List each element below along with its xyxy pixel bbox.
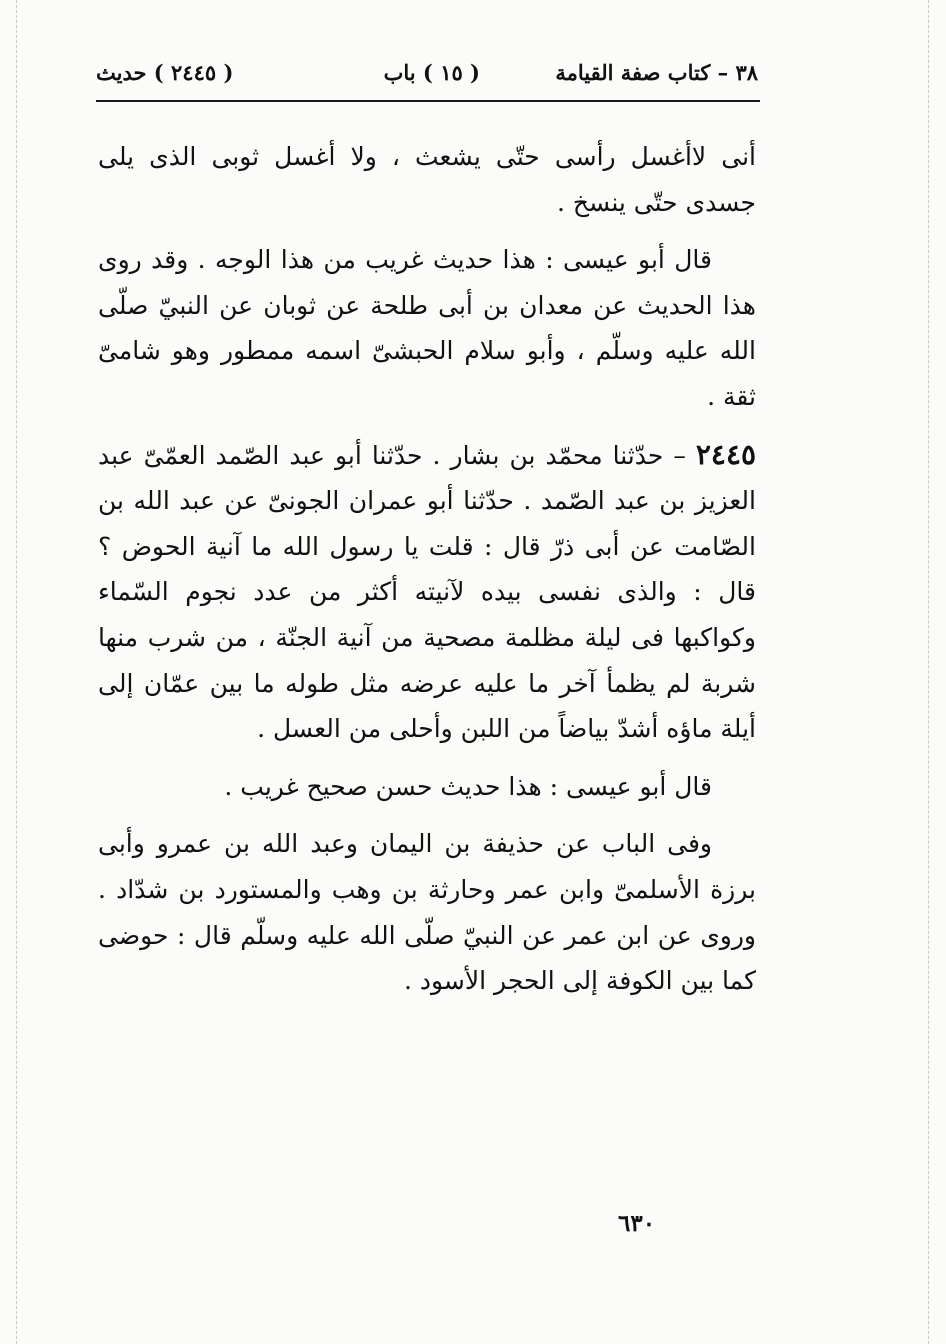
running-header [96,58,758,98]
hadith-number: ٢٤٤٥ [695,437,757,471]
paragraph-hadith [98,432,756,752]
paragraph-chapter-references: وفى الباب عن حذيفة بن اليمان وعبد الله بن عمرو وأبى برزة الأسلمىّ وابن عمر وحارثة بن وهب والمستورد بن شدّاد . وروى عن ابن عمر عن النبيّ صلّى الله عليه وسلّم قال : حوضى كما بين الكوفة إلى الحجر الأسود . [98,829,756,996]
paragraph-commentary: قال أبو عيسى : هذا حديث غريب من هذا الوجه . وقد روى هذا الحديث عن معدان بن أبى طلحة عن ثوبان عن النبيّ صلّى الله عليه وسلّم ، وأبو سلام الحبشىّ اسمه ممطور وهو شامىّ ثقة . [98,245,756,411]
header-hadith-reference: ( ٢٤٤٥ ) حديث [96,60,234,85]
hadith-text: – حدّثنا محمّد بن بشار . حدّثنا أبو عبد الصّمد العمّىّ عبد العزيز بن عبد الصّمد . حدّثنا أبو عمران الجونىّ عن عبد الله بن الصّامت عن أبى ذرّ قال : قلت يا رسول الله ما آنية الحوض ؟ قال : والذى نفسى بيده لآنيته أكثر من عدد نجوم السّماء وكواكبها فى ليلة مظلمة مصحية من آنية الجنّة ، من شرب منها شربة لم يظمأ آخر ما عليه عرضه مثل طوله ما بين عمّان إلى أيلة ماؤه أشدّ بياضاً من اللبن وأحلى من العسل . [98,440,756,744]
header-section-label: ( ١٥ ) باب [383,60,480,85]
page-number: ٦٣٠ [618,1210,656,1237]
main-text [98,134,756,1016]
paragraph-continuation: أنى لاأغسل رأسى حتّى يشعث ، ولا أغسل ثوبى الذى يلى جسدى حتّى ينسخ . [98,142,756,217]
paragraph-grading: قال أبو عيسى : هذا حديث حسن صحيح غريب . [224,771,712,801]
header-divider [96,100,760,102]
scan-edge-right [928,0,929,1344]
header-chapter-title: ٣٨ – كتاب صفة القيامة [555,60,758,85]
scan-edge-left [16,0,17,1344]
